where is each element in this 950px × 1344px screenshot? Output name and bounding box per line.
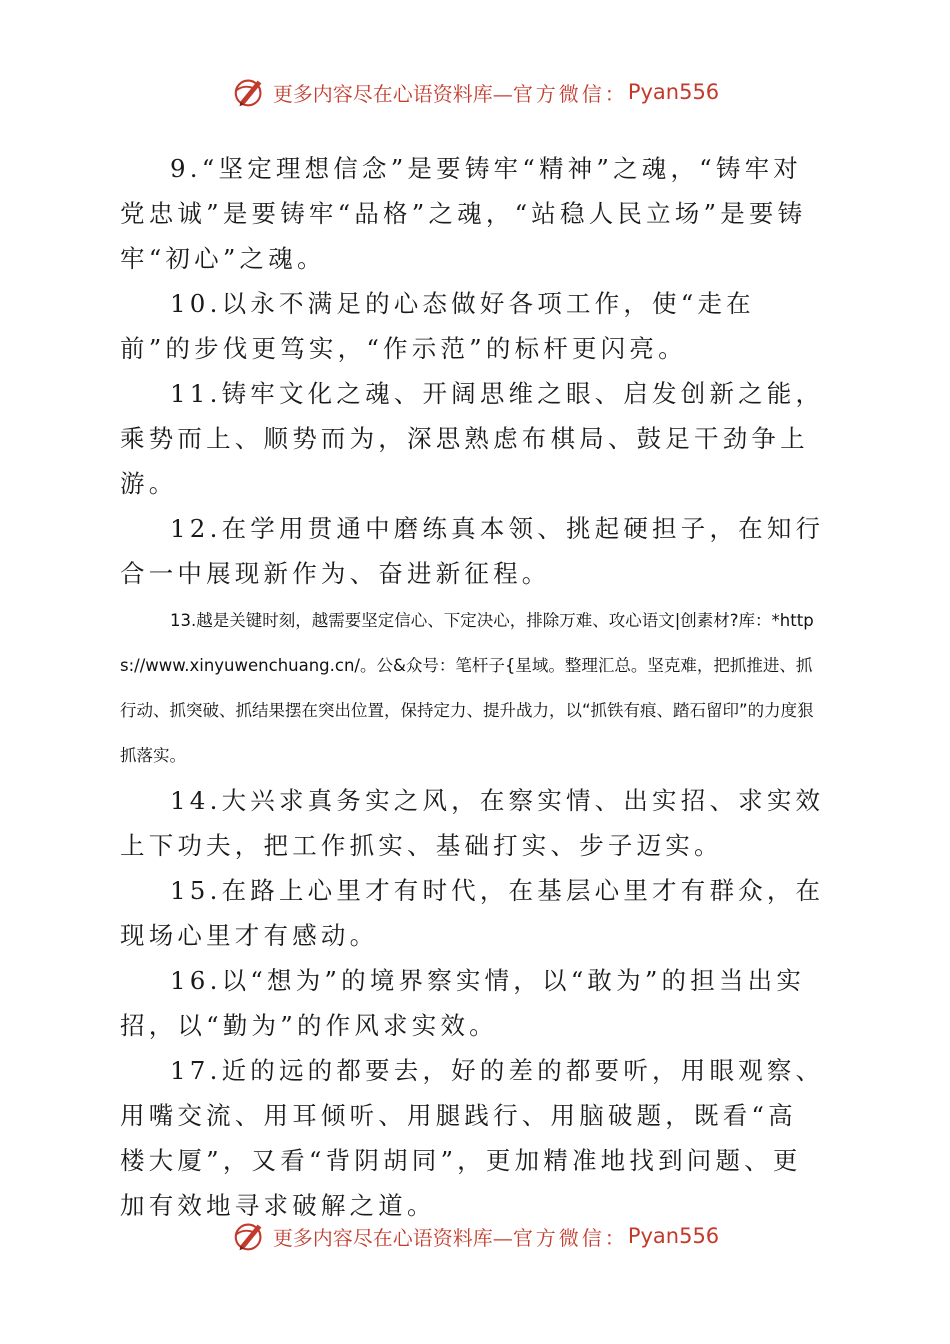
footer-banner	[0, 1214, 950, 1258]
footer-wechat-label: 官方微信：	[512, 1225, 628, 1250]
paragraph-11: 11.铸牢文化之魂、开阔思维之眼、启发创新之能，乘势而上、顺势而为，深思熟虑布棋局、鼓足干劲争上游。	[120, 379, 825, 498]
paragraph-17: 17.近的远的都要去，好的差的都要听，用眼观察、用嘴交流、用耳倾听、用腿践行、用脑破题，既看“高楼大厦”，又看“背阴胡同”，更加精准地找到问题、更加有效地寻求破解之道。	[120, 1056, 825, 1220]
paragraph-9: 9.“坚定理想信念”是要铸牢“精神”之魂，“铸牢对党忠诚”是要铸牢“品格”之魂，“站稳人民立场”是要铸牢“初心”之魂。	[120, 154, 807, 273]
paragraph-14: 14.大兴求真务实之风，在察实情、出实招、求实效上下功夫，把工作抓实、基础打实、步子迈实。	[120, 786, 825, 860]
paragraph-12: 12.在学用贯通中磨练真本领、挑起硬担子，在知行合一中展现新作为、奋进新征程。	[120, 514, 825, 588]
document-body	[120, 146, 825, 1228]
paragraph-10: 10.以永不满足的心态做好各项工作，使“走在前”的步伐更笃实，“作示范”的标杆更闪亮。	[120, 289, 755, 363]
paragraph-13: 13.越是关键时刻，越需要坚定信心、下定决心，排除万难、攻心语文|创素材?库：*https://www.xinyuwenchuang.cn/。公&众号：笔杆子{星域。整理汇总。坚克难，把抓推进、抓行动、抓突破、抓结果摆在突出位置，保持定力、提升战力，以“抓铁有痕、踏石留印”的力度狠抓落实。	[120, 611, 814, 765]
header-banner	[0, 70, 950, 114]
pen-brush-logo-icon	[231, 1217, 269, 1255]
banner-wechat-label: 官方微信：	[512, 81, 628, 106]
paragraph-16: 16.以“想为”的境界察实情，以“敢为”的担当出实招，以“勤为”的作风求实效。	[120, 966, 806, 1040]
pen-brush-logo-icon	[231, 73, 269, 111]
paragraph-15: 15.在路上心里才有时代，在基层心里才有群众，在现场心里才有感动。	[120, 876, 825, 950]
footer-wechat-id: Pyan556	[627, 1224, 720, 1248]
banner-slogan: 更多内容尽在心语资料库—	[272, 81, 513, 106]
footer-slogan: 更多内容尽在心语资料库—	[272, 1225, 513, 1250]
banner-wechat-id: Pyan556	[627, 80, 720, 104]
